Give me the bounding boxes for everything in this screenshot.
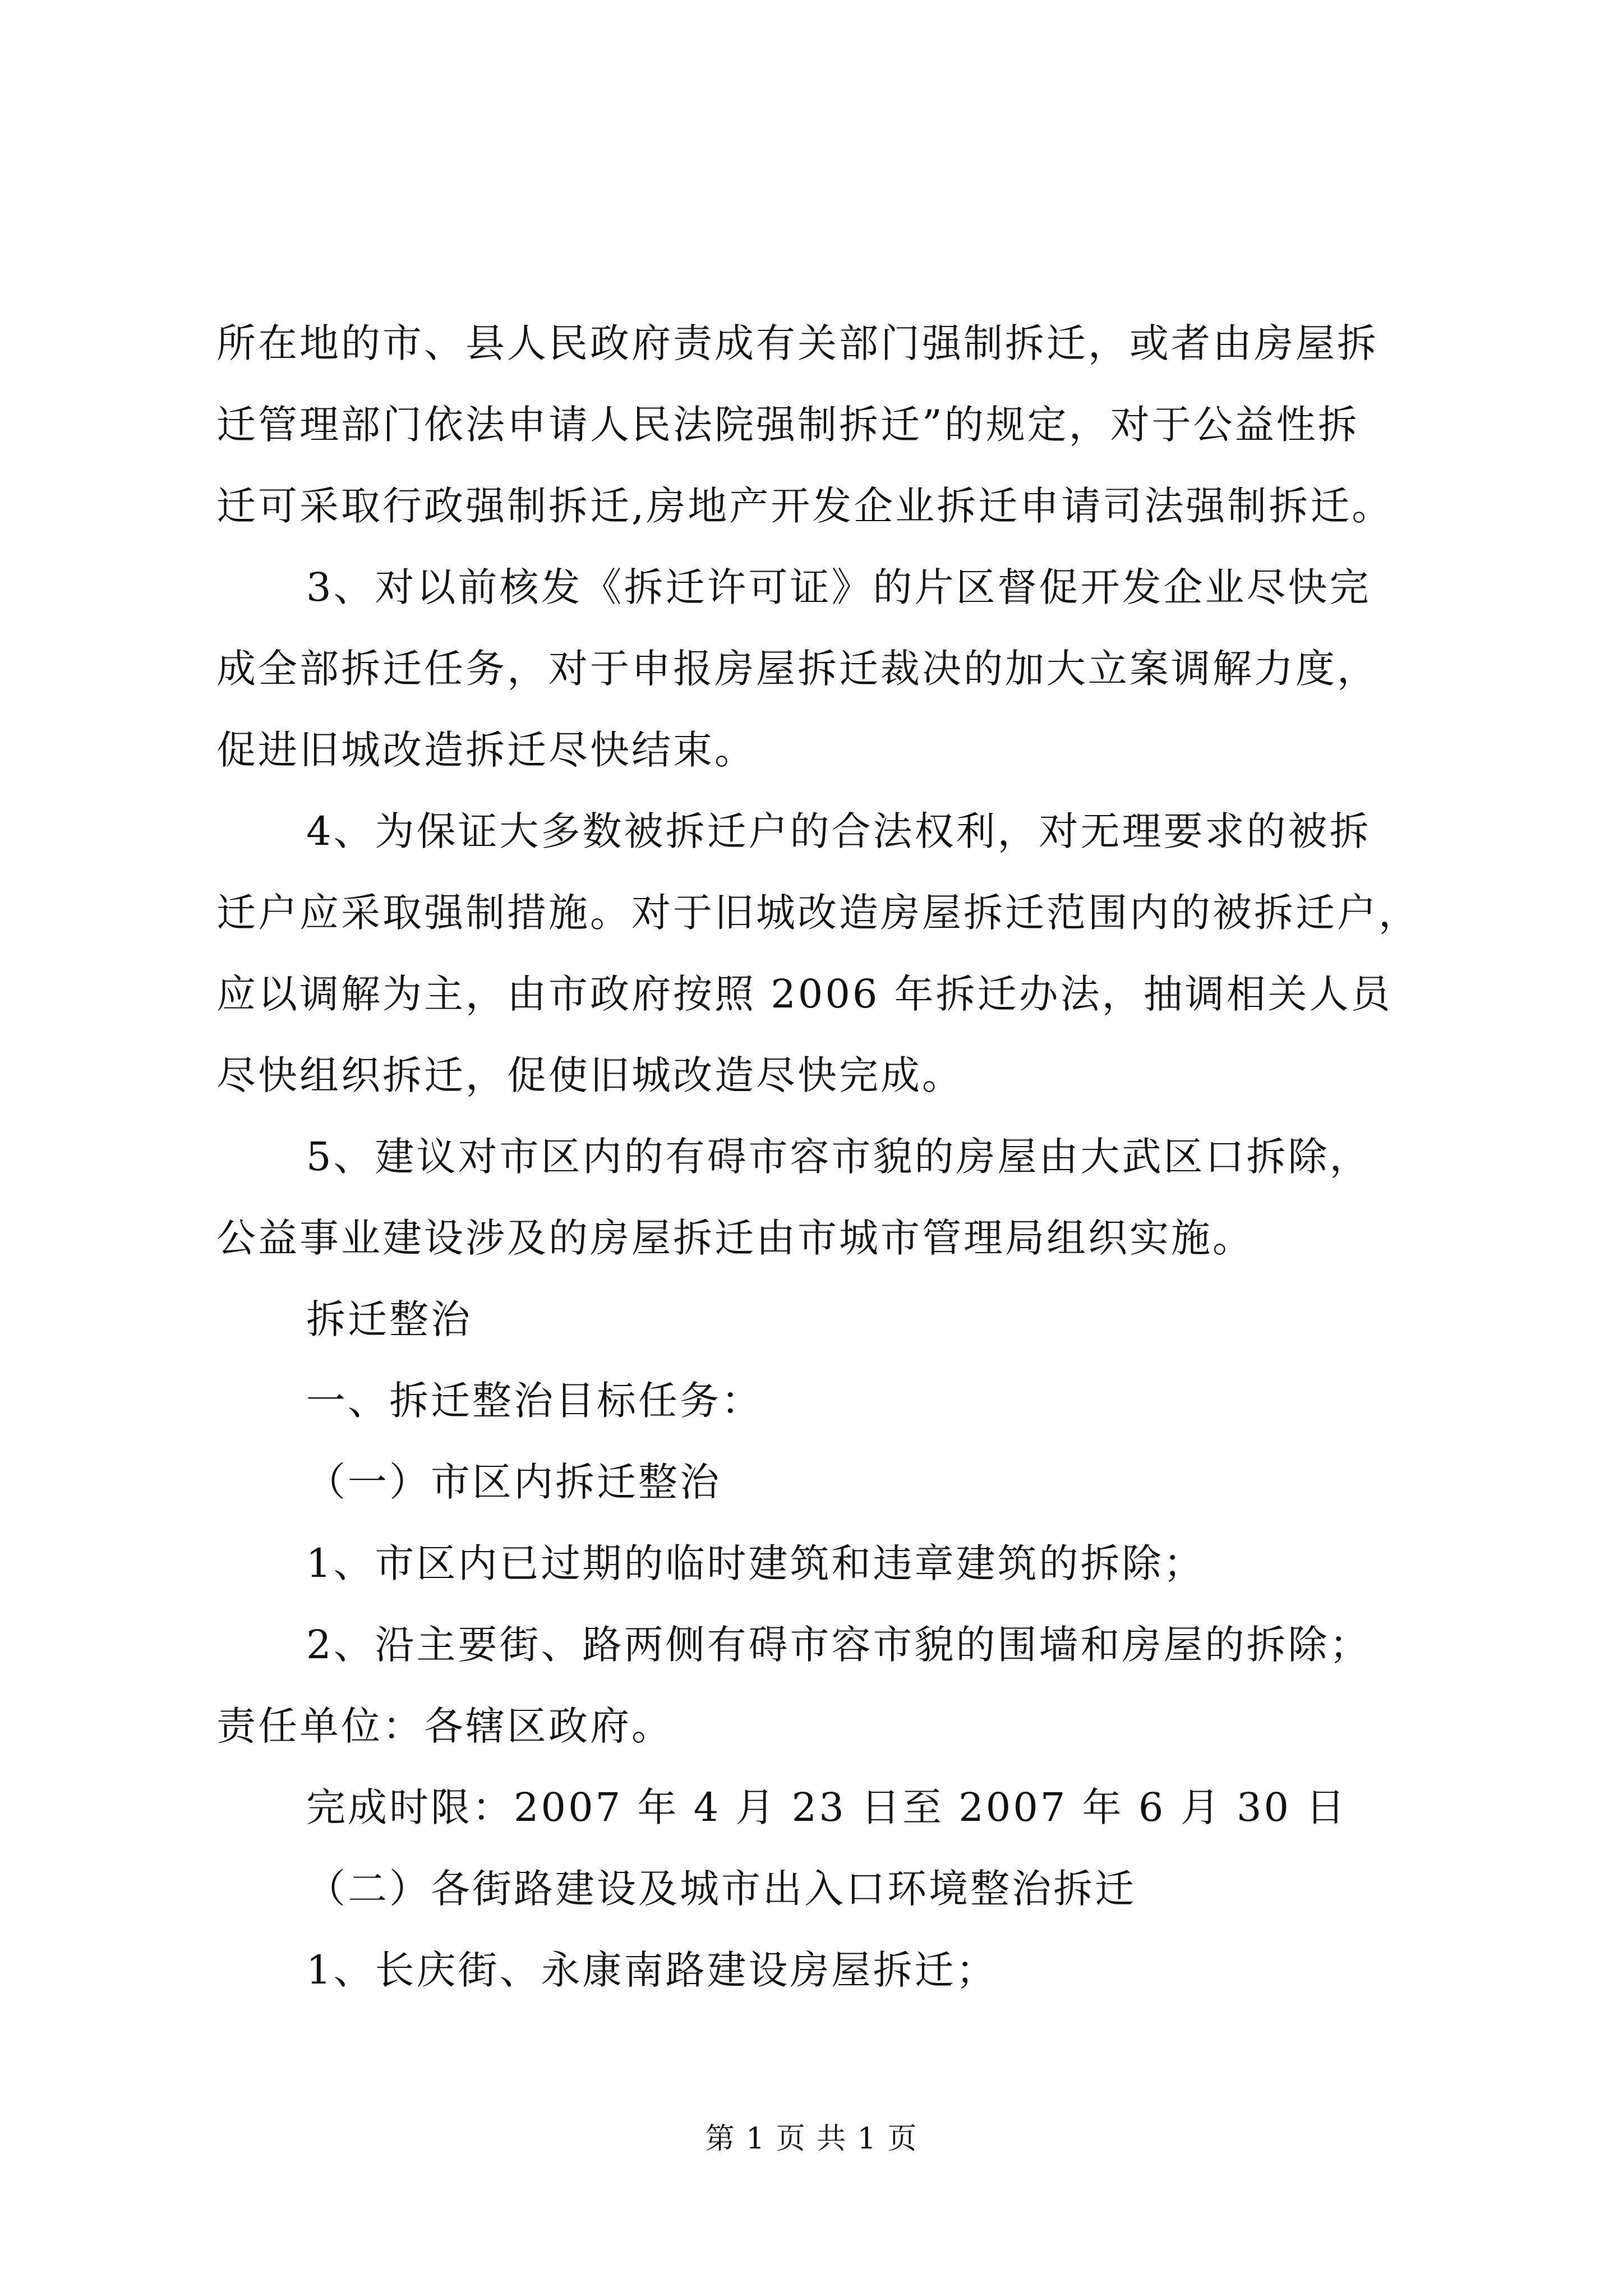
page-number: 第 1 页 共 1 页 bbox=[705, 2122, 918, 2156]
section-heading: 拆迁整治 bbox=[306, 1296, 472, 1342]
document-body bbox=[216, 303, 1467, 2011]
text-line: 3、对以前核发《拆迁许可证》的片区督促开发企业尽快完 bbox=[306, 564, 1371, 610]
list-item: 1、长庆街、永康南路建设房屋拆迁； bbox=[306, 1947, 998, 1993]
text-line: 成全部拆迁任务，对于申报房屋拆迁裁决的加大立案调解力度， bbox=[216, 646, 1378, 692]
responsible-unit: 责任单位：各辖区政府。 bbox=[216, 1703, 673, 1749]
text-line: 应以调解为主，由市政府按照 2006 年拆迁办法，抽调相关人员 bbox=[216, 971, 1393, 1017]
subsection-heading: （二）各街路建设及城市出入口环境整治拆迁 bbox=[306, 1866, 1136, 1912]
text-line: 尽快组织拆迁，促使旧城改造尽快完成。 bbox=[216, 1052, 963, 1098]
text-line: 公益事业建设涉及的房屋拆迁由市城市管理局组织实施。 bbox=[216, 1215, 1254, 1261]
text-line: 4、为保证大多数被拆迁户的合法权利，对无理要求的被拆 bbox=[306, 808, 1371, 854]
text-line: 迁管理部门依法申请人民法院强制拆迁”的规定，对于公益性拆 bbox=[216, 402, 1359, 448]
text-line: 迁可采取行政强制拆迁,房地产开发企业拆迁申请司法强制拆迁。 bbox=[216, 483, 1394, 529]
page-footer bbox=[0, 2115, 1623, 2157]
subsection-heading: 一、拆迁整治目标任务： bbox=[306, 1378, 763, 1424]
text-line: 所在地的市、县人民政府责成有关部门强制拆迁，或者由房屋拆 bbox=[216, 320, 1378, 366]
list-item: 1、市区内已过期的临时建筑和违章建筑的拆除； bbox=[306, 1540, 1205, 1586]
text-line: 5、建议对市区内的有碍市容市貌的房屋由大武区口拆除， bbox=[306, 1134, 1371, 1180]
completion-deadline: 完成时限：2007 年 4 月 23 日至 2007 年 6 月 30 日 bbox=[306, 1784, 1348, 1830]
subsection-heading: （一）市区内拆迁整治 bbox=[306, 1459, 721, 1505]
list-item: 2、沿主要街、路两侧有碍市容市貌的围墙和房屋的拆除； bbox=[306, 1622, 1371, 1668]
text-line: 迁户应采取强制措施。对于旧城改造房屋拆迁范围内的被拆迁户， bbox=[216, 890, 1420, 936]
text-line: 促进旧城改造拆迁尽快结束。 bbox=[216, 727, 756, 773]
